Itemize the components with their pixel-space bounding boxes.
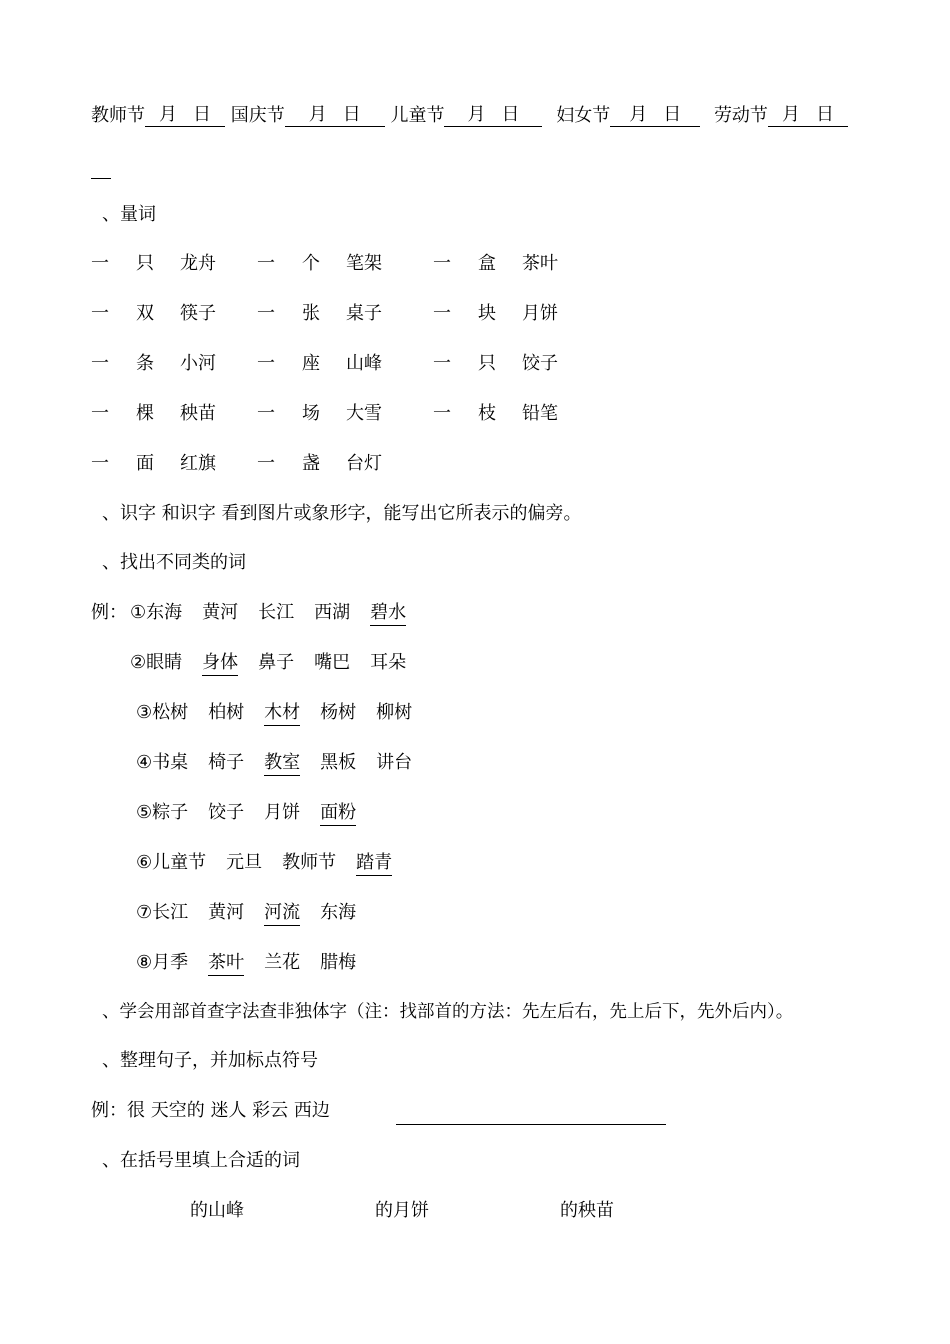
odd-answer-word: 教室: [264, 752, 300, 776]
odd-answer-word: 面粉: [320, 802, 356, 826]
measure-word: 盒: [478, 253, 496, 274]
odd-item-row: [136, 902, 356, 924]
holiday-name: 儿童节: [390, 105, 445, 126]
day-label: 日: [342, 104, 361, 125]
month-label: 月: [629, 104, 648, 125]
odd-answer-word: 木材: [264, 702, 300, 726]
odd-item-row: [130, 652, 406, 674]
numeral: 一: [257, 403, 275, 424]
option-word: 长江: [258, 602, 295, 623]
option-word: 柳树: [376, 702, 413, 723]
option-word: 长江: [152, 902, 189, 923]
odd-heading: 、找出不同类的词: [102, 552, 246, 573]
month-label: 月: [308, 104, 327, 125]
option-word: 西湖: [314, 602, 351, 623]
holiday-name: 劳动节: [713, 105, 768, 126]
noun: 月饼: [522, 303, 558, 324]
fill-heading: 、在括号里填上合适的词: [102, 1150, 300, 1171]
day-label: 日: [815, 104, 834, 125]
option-word: 椅子: [208, 752, 245, 773]
item-number: ②: [130, 652, 147, 673]
noun: 铅笔: [522, 403, 558, 424]
numeral: 一: [91, 453, 109, 474]
odd-answer-word: 河流: [264, 902, 300, 926]
lookup-heading: 、学会用部首查字法查非独体字（注：找部首的方法：先左后右，先上后下，先外后内）。: [102, 1002, 794, 1022]
option-word: 粽子: [152, 802, 189, 823]
noun: 筷子: [180, 303, 216, 324]
option-word: 月饼: [264, 802, 301, 823]
measure-word: 只: [478, 353, 496, 374]
measure-word: 场: [302, 403, 320, 424]
noun: 大雪: [346, 403, 382, 424]
numeral: 一: [257, 453, 275, 474]
option-word: 月季: [152, 952, 189, 973]
noun: 台灯: [346, 453, 382, 474]
fill-item: 的月饼: [375, 1200, 429, 1221]
option-word: 松树: [152, 702, 189, 723]
option-word: 儿童节: [152, 852, 207, 873]
option-word: 耳朵: [370, 652, 407, 673]
sentence-heading: 、整理句子，并加标点符号: [102, 1050, 318, 1071]
option-word: 嘴巴: [314, 652, 351, 673]
item-number: ①: [130, 602, 147, 623]
measure-word: 面: [136, 453, 154, 474]
option-word: 东海: [146, 602, 183, 623]
measure-word: 双: [136, 303, 154, 324]
odd-item-row: [136, 752, 412, 774]
holiday-name: 国庆节: [230, 105, 285, 126]
option-word: 书桌: [152, 752, 189, 773]
noun: 桌子: [346, 303, 382, 324]
numeral: 一: [433, 403, 451, 424]
measure-word: 盏: [302, 453, 320, 474]
holiday-name: 妇女节: [556, 105, 611, 126]
option-word: 元旦: [226, 852, 263, 873]
numeral: 一: [433, 253, 451, 274]
numeral: 一: [91, 353, 109, 374]
measure-word: 块: [478, 303, 496, 324]
option-word: 鼻子: [258, 652, 295, 673]
odd-answer-word: 碧水: [370, 602, 406, 626]
option-word: 黄河: [208, 902, 245, 923]
odd-item-row: [130, 602, 406, 624]
numeral: 一: [91, 303, 109, 324]
date-blank[interactable]: [145, 104, 225, 127]
odd-item-row: [136, 802, 356, 824]
noun: 茶叶: [522, 253, 558, 274]
holiday-name: 教师节: [91, 105, 145, 126]
option-word: 腊梅: [320, 952, 357, 973]
measure-word: 条: [136, 353, 154, 374]
item-number: ④: [136, 752, 153, 773]
radical-heading: 、识字 和识字 看到图片或象形字，能写出它所表示的偏旁。: [102, 503, 582, 524]
measure-word: 棵: [136, 403, 154, 424]
sentence-answer-line[interactable]: [396, 1124, 666, 1125]
date-blank[interactable]: [768, 104, 848, 127]
measure-word: 枝: [478, 403, 496, 424]
noun: 红旗: [180, 453, 216, 474]
measure-word: 只: [136, 253, 154, 274]
fill-item: 的山峰: [190, 1200, 244, 1221]
option-word: 教师节: [282, 852, 337, 873]
numeral: 一: [91, 253, 109, 274]
date-blank[interactable]: [444, 104, 542, 127]
noun: 龙舟: [180, 253, 216, 274]
option-word: 东海: [320, 902, 357, 923]
odd-item-row: [136, 702, 412, 724]
measure-word: 个: [302, 253, 320, 274]
odd-item-row: [136, 852, 392, 874]
option-word: 杨树: [320, 702, 357, 723]
numeral: 一: [257, 353, 275, 374]
item-number: ⑤: [136, 802, 153, 823]
numeral: 一: [257, 253, 275, 274]
item-number: ③: [136, 702, 153, 723]
option-word: 饺子: [208, 802, 245, 823]
month-label: 月: [781, 104, 800, 125]
measure-word: 座: [302, 353, 320, 374]
option-word: 黄河: [202, 602, 239, 623]
odd-answer-word: 茶叶: [208, 952, 244, 976]
item-number: ⑧: [136, 952, 153, 973]
day-label: 日: [501, 104, 520, 125]
noun: 秧苗: [180, 403, 216, 424]
numeral: 一: [433, 353, 451, 374]
option-word: 黑板: [320, 752, 357, 773]
measure-word: 张: [302, 303, 320, 324]
continuation-line: [91, 178, 111, 179]
noun: 饺子: [522, 353, 558, 374]
option-word: 讲台: [376, 752, 413, 773]
example-prefix: 例：: [91, 602, 127, 623]
numeral: 一: [91, 403, 109, 424]
option-word: 柏树: [208, 702, 245, 723]
item-number: ⑥: [136, 852, 153, 873]
holiday-line: [91, 104, 848, 127]
noun: 山峰: [346, 353, 382, 374]
odd-item-row: [136, 952, 356, 974]
numeral: 一: [433, 303, 451, 324]
measure-heading: 、量词: [102, 204, 156, 225]
odd-answer-word: 踏青: [356, 852, 392, 876]
odd-answer-word: 身体: [202, 652, 238, 676]
noun: 小河: [180, 353, 216, 374]
date-blank[interactable]: [610, 104, 700, 127]
day-label: 日: [193, 104, 211, 125]
option-word: 眼睛: [146, 652, 183, 673]
option-word: 兰花: [264, 952, 301, 973]
numeral: 一: [257, 303, 275, 324]
month-label: 月: [467, 104, 486, 125]
day-label: 日: [663, 104, 682, 125]
noun: 笔架: [346, 253, 382, 274]
month-label: 月: [159, 104, 177, 125]
date-blank[interactable]: [285, 104, 385, 127]
fill-item: 的秧苗: [560, 1200, 614, 1221]
item-number: ⑦: [136, 902, 153, 923]
sentence-example: 例：很 天空的 迷人 彩云 西边: [91, 1100, 330, 1121]
